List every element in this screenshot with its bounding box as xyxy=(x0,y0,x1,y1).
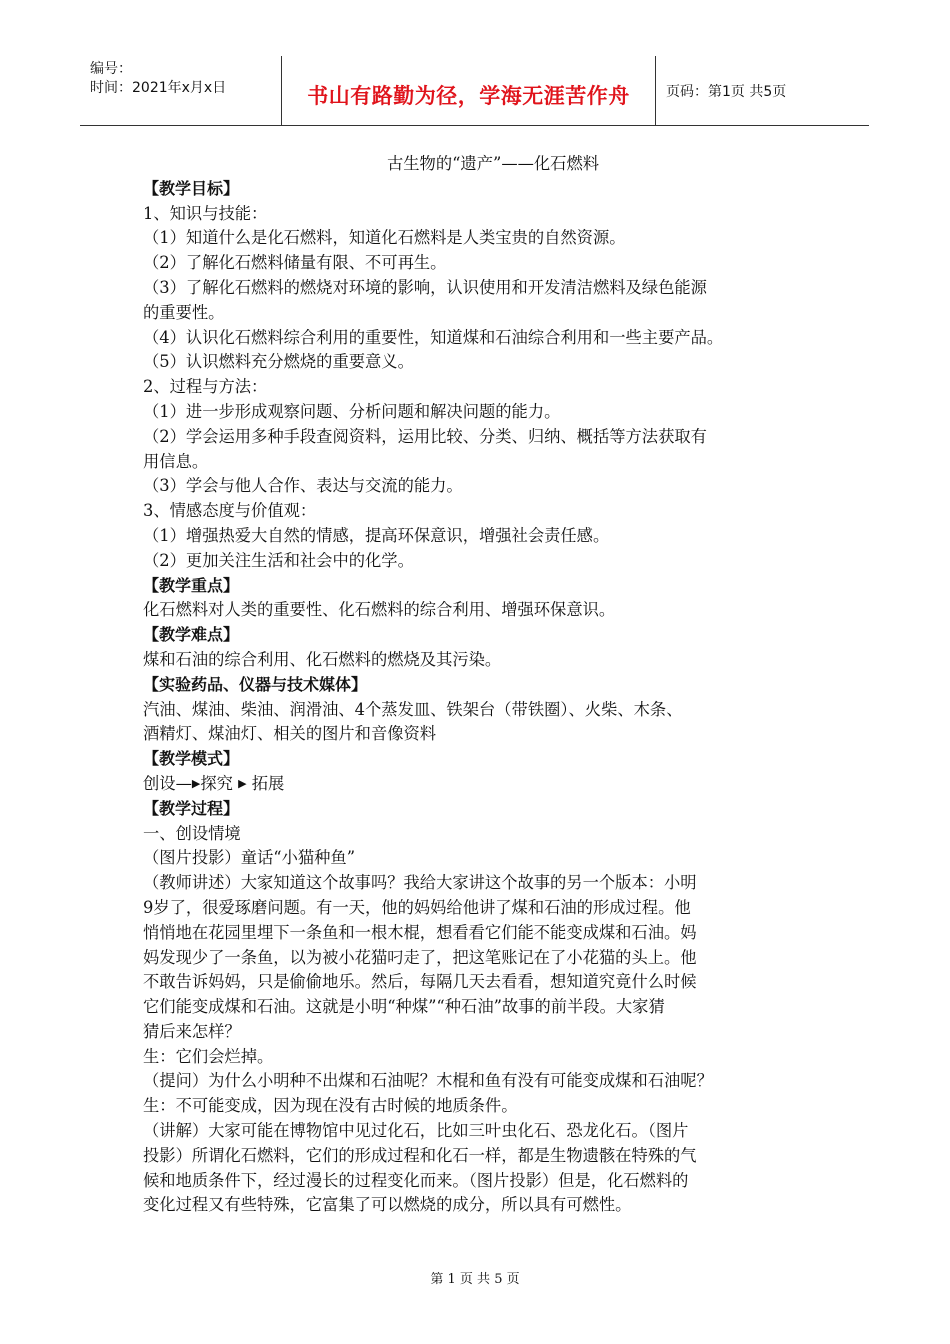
mode-step: 探究 xyxy=(200,773,233,793)
process-line: 它们能变成煤和石油。这就是小明“种煤”“种石油”故事的前半段。大家猜 xyxy=(143,997,665,1017)
doc-date-label: 时间：2021年x月x日 xyxy=(90,80,227,96)
arrow-right-icon: ▶ xyxy=(238,776,247,790)
process-line: 投影）所谓化石燃料，它们的形成过程和化石一样，都是生物遗骸在特殊的气 xyxy=(143,1145,697,1165)
teaching-mode-flow xyxy=(143,772,823,797)
goal-item: （3）了解化石燃料的燃烧对环境的影响，认识使用和开发清洁燃料及绿色能源 xyxy=(143,277,707,297)
goal-item: 的重要性。 xyxy=(143,302,225,322)
goal-item: （2）更加关注生活和社会中的化学。 xyxy=(143,550,414,570)
page-header xyxy=(80,56,869,126)
section-heading-difficulties: 【教学难点】 xyxy=(143,625,240,645)
process-line: （提问）为什么小明种不出煤和石油呢？木棍和鱼有没有可能变成煤和石油呢？ xyxy=(143,1071,713,1091)
goal-item: （1）增强热爱大自然的情感，提高环保意识，增强社会责任感。 xyxy=(143,525,610,545)
goal-item: （2）学会运用多种手段查阅资料，运用比较、分类、归纳、概括等方法获取有 xyxy=(143,426,707,446)
process-line: （图片投影）童话“小猫种鱼” xyxy=(143,848,356,868)
process-line: 生：不可能变成，因为现在没有古时候的地质条件。 xyxy=(143,1096,518,1116)
process-line: （讲解）大家可能在博物馆中见过化石，比如三叶虫化石、恐龙化石。（图片 xyxy=(143,1121,689,1141)
section-heading-key-points: 【教学重点】 xyxy=(143,575,240,595)
process-line: （教师讲述）大家知道这个故事吗？我给大家讲这个故事的另一个版本：小明 xyxy=(143,873,697,893)
goal-item: （2）了解化石燃料储量有限、不可再生。 xyxy=(143,253,447,273)
goal-item: （3）学会与他人合作、表达与交流的能力。 xyxy=(143,476,463,496)
page-footer: 第 1 页 共 5 页 xyxy=(430,1272,520,1287)
header-meta-cell xyxy=(80,56,282,125)
section-heading-goals: 【教学目标】 xyxy=(143,178,240,198)
goal-item: （1）进一步形成观察问题、分析问题和解决问题的能力。 xyxy=(143,401,561,421)
process-line: 一、创设情境 xyxy=(143,823,241,843)
arrow-right-icon: ▶ xyxy=(191,776,201,790)
key-points-text: 化石燃料对人类的重要性、化石燃料的综合利用、增强环保意识。 xyxy=(143,600,616,620)
mode-step: 创设 xyxy=(143,773,176,793)
subsection-heading: 2、过程与方法： xyxy=(143,377,268,397)
process-line: 生：它们会烂掉。 xyxy=(143,1046,274,1066)
header-motto: 书山有路勤为径，学海无涯苦作舟 xyxy=(307,84,630,108)
header-page-cell xyxy=(656,56,869,125)
process-line: 妈发现少了一条鱼，以为被小花猫叼走了，把这笔账记在了小花猫的头上。他 xyxy=(143,947,697,967)
process-line: 候和地质条件下，经过漫长的过程变化而来。（图片投影）但是，化石燃料的 xyxy=(143,1170,689,1190)
difficulties-text: 煤和石油的综合利用、化石燃料的燃烧及其污染。 xyxy=(143,649,502,669)
goal-item: （1）知道什么是化石燃料，知道化石燃料是人类宝贵的自然资源。 xyxy=(143,228,626,248)
document-title: 古生物的“遗产”——化石燃料 xyxy=(386,154,600,173)
materials-line: 汽油、煤油、柴油、润滑油、4个蒸发皿、铁架台（带铁圈）、火柴、木条、 xyxy=(143,699,683,719)
process-line: 悄悄地在花园里埋下一条鱼和一根木棍，想看看它们能不能变成煤和石油。妈 xyxy=(143,922,697,942)
flow-line: — xyxy=(175,773,192,793)
header-motto-cell xyxy=(282,56,656,125)
materials-line: 酒精灯、煤油灯、相关的图片和音像资料 xyxy=(143,724,437,744)
mode-step: 拓展 xyxy=(251,773,285,793)
section-heading-process: 【教学过程】 xyxy=(143,798,240,818)
section-heading-mode: 【教学模式】 xyxy=(143,749,240,769)
doc-number-label: 编号： xyxy=(90,61,132,77)
subsection-heading: 1、知识与技能： xyxy=(143,203,268,223)
process-line: 猜后来怎样？ xyxy=(143,1021,241,1041)
process-line: 9岁了，很爱琢磨问题。有一天，他的妈妈给他讲了煤和石油的形成过程。他 xyxy=(143,897,691,917)
section-heading-materials: 【实验药品、仪器与技术媒体】 xyxy=(143,674,368,694)
goal-item: （4）认识化石燃料综合利用的重要性，知道煤和石油综合利用和一些主要产品。 xyxy=(143,327,724,347)
subsection-heading: 3、情感态度与价值观： xyxy=(143,501,317,521)
goal-item: 用信息。 xyxy=(143,451,209,471)
header-page-label: 页码：第1页 共5页 xyxy=(666,84,787,100)
goal-item: （5）认识燃料充分燃烧的重要意义。 xyxy=(143,352,414,372)
document-body xyxy=(143,152,823,1218)
process-line: 变化过程又有些特殊，它富集了可以燃烧的成分，所以具有可燃性。 xyxy=(143,1195,632,1215)
process-line: 不敢告诉妈妈，只是偷偷地乐。然后，每隔几天去看看，想知道究竟什么时候 xyxy=(143,972,697,992)
